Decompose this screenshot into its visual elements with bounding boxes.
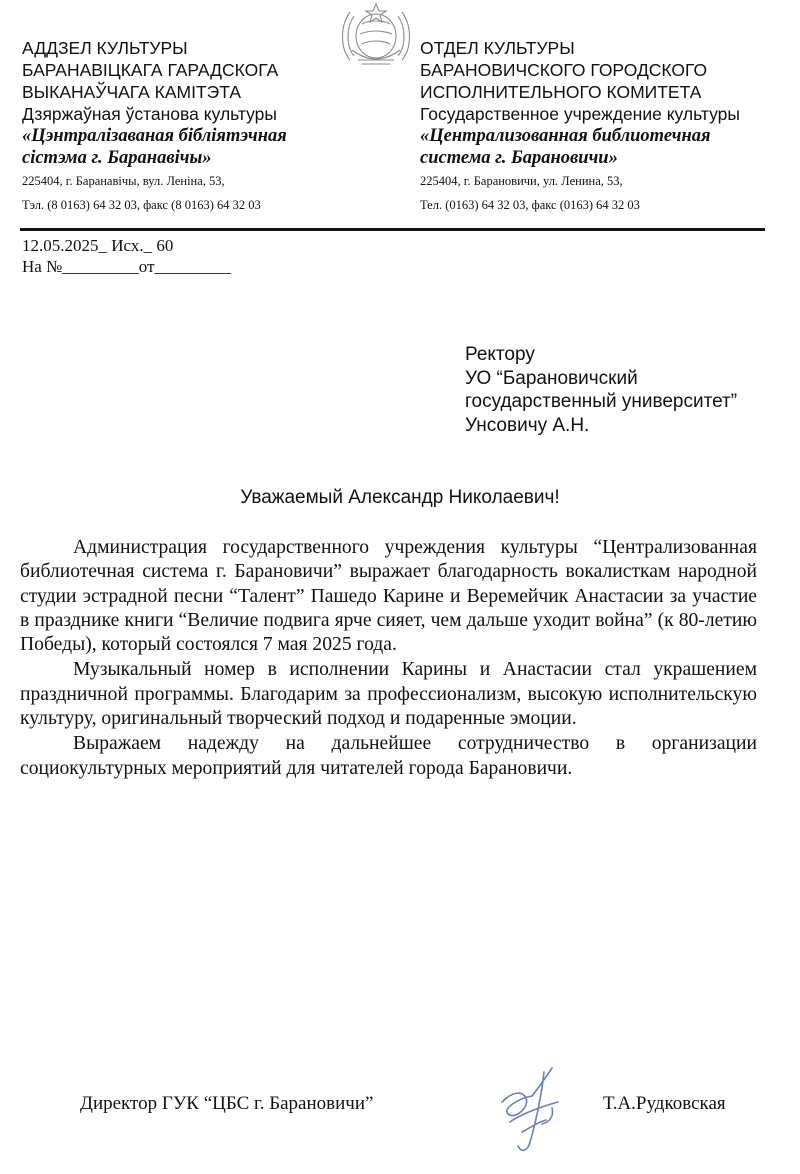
addressee-block [465,343,737,437]
outgoing-date-number: 12.05.2025_ Исх._ 60 [22,236,174,255]
header-left-org-line3: ВЫКАНАЎЧАГА КАМІТЭТА [22,82,241,102]
header-right-phone: Тел. (0163) 64 32 03, факс (0163) 64 32 03 [420,198,640,212]
header-right-institution-name-line2: система г. Барановичи» [420,148,618,168]
header-left-institution-type: Дзяржаўная ўстанова культуры [22,104,277,124]
header-left-address: 225404, г. Баранавічы, вул. Леніна, 53, [22,174,225,188]
header-right-institution-type: Государственное учреждение культуры [420,104,740,124]
handwritten-signature [492,1062,572,1158]
header-left-institution-name-line1: «Цэнтралізаваная бібліятэчная [22,126,287,146]
header-left-institution-name-line2: сістэма г. Баранавічы» [22,148,212,168]
header-left-org-line1: АДДЗЕЛ КУЛЬТУРЫ [22,38,188,58]
addressee-line2: УО “Барановичский [465,367,638,389]
header-right-address: 225404, г. Барановичи, ул. Ленина, 53, [420,174,623,188]
addressee-line4: Унсовичу А.Н. [465,414,590,436]
header-right-institution-name-line1: «Централизованная библиотечная [420,126,711,146]
addressee-line1: Ректору [465,344,535,365]
signatory-title: Директор ГУК “ЦБС г. Барановичи” [80,1093,374,1114]
state-emblem-icon [336,0,416,70]
header-left-phone: Тэл. (8 0163) 64 32 03, факс (8 0163) 64 32 03 [22,198,261,212]
body-paragraph-2: Музыкальный номер в исполнении Карины и Анастасии стал украшением праздничной программы. Благодарим за профессионализм, высокую исполнительскую культуру, оригинальный творческий подход и подаренные эмоции. [20,659,757,730]
outgoing-reference-block [22,235,231,277]
header-left [22,37,352,213]
header-divider [20,228,765,231]
letter-body [20,536,757,781]
header-right-org-line2: БАРАНОВИЧСКОГО ГОРОДСКОГО [420,60,708,80]
header-right [420,37,790,213]
salutation: Уважаемый Александр Николаевич! [240,487,560,508]
body-paragraph-3: Выражаем надежду на дальнейшее сотрудничество в организации социокультурных мероприятий для читателей города Барановичи. [20,733,757,779]
header-left-org-line2: БАРАНАВІЦКАГА ГАРАДСКОГА [22,60,279,80]
header-right-org-line1: ОТДЕЛ КУЛЬТУРЫ [420,38,575,58]
body-paragraph-1: Администрация государственного учреждения культуры “Централизованная библиотечная система г. Барановичи” выражает благодарность вокалисткам народной студии эстрадной песни “Талент” Пашедо Карине и Веремейчик Анастасии за участие в празднике книги “Величие подвига ярче сияет, чем дальше уходит война” (к 80-летию Победы), который состоялся 7 мая 2025 года. [20,537,757,656]
header-right-org-line3: ИСПОЛНИТЕЛЬНОГО КОМИТЕТА [420,82,702,102]
incoming-reference: На №_________от_________ [22,257,231,276]
signatory-name: Т.А.Рудковская [603,1093,726,1114]
addressee-line3: государственный университет” [465,391,738,412]
